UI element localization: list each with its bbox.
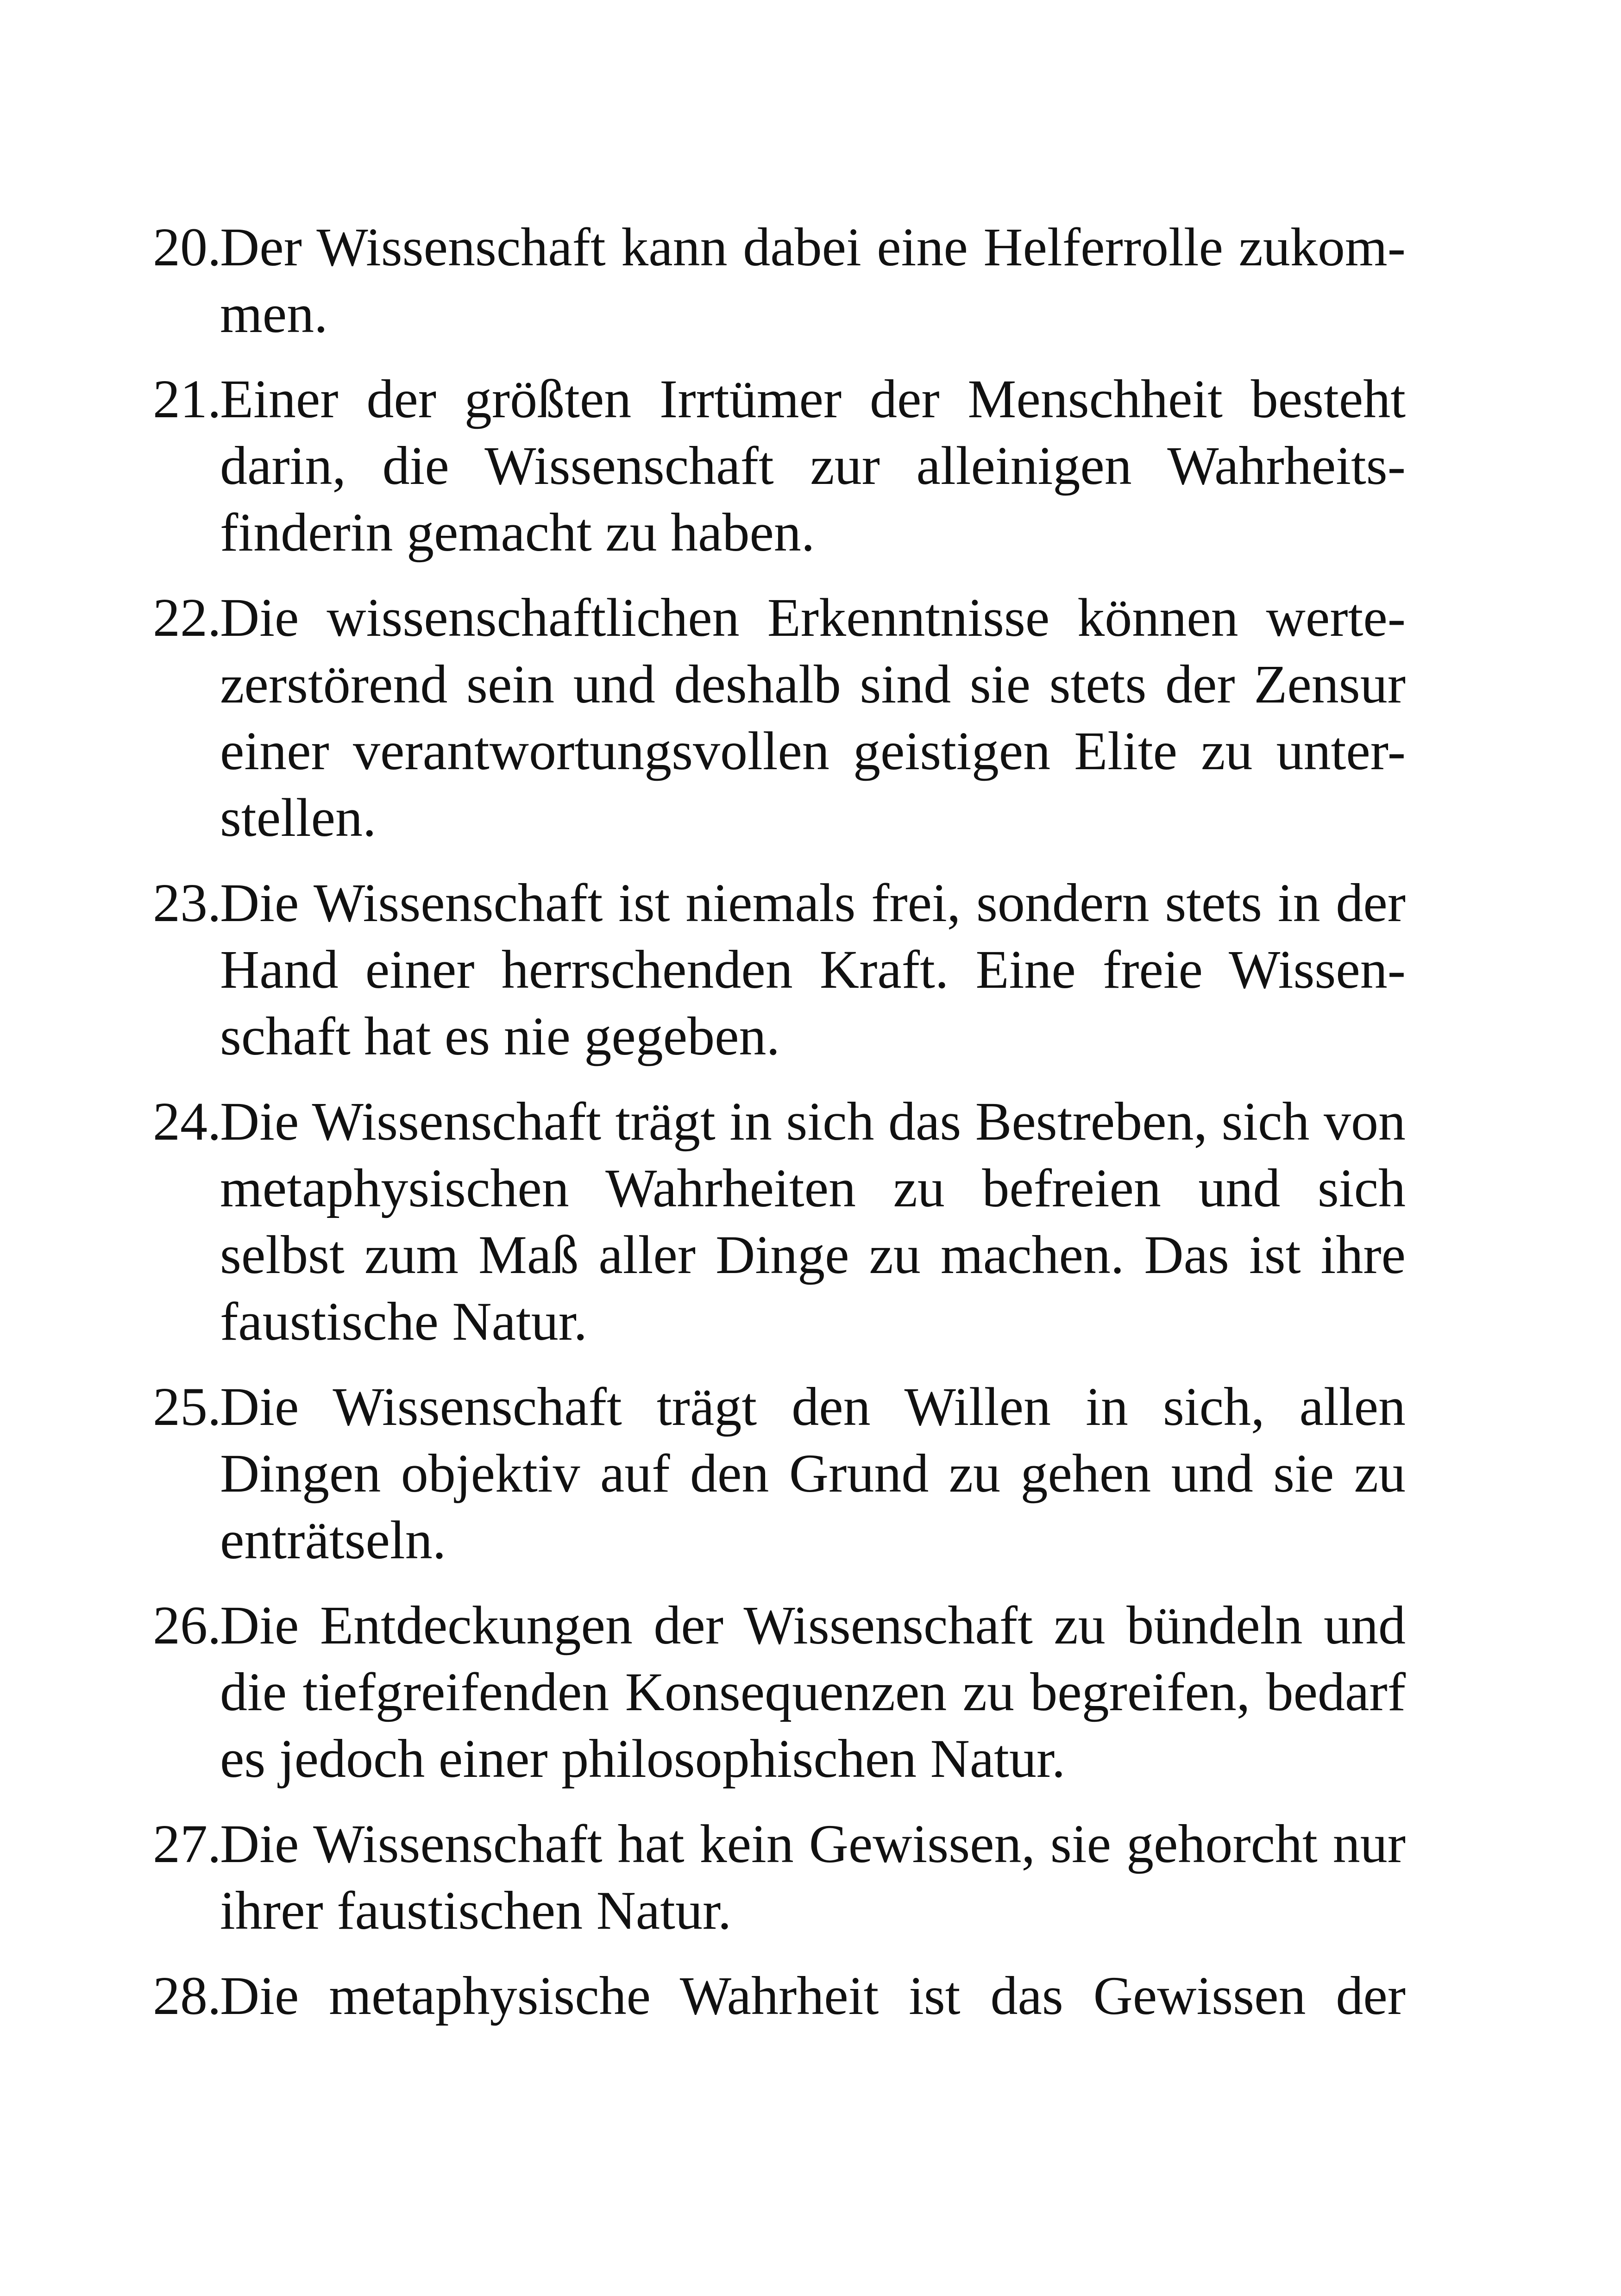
item-number: 26. [153,1595,221,1656]
text-line: finderin gemacht zu haben. [220,502,815,563]
text-line: metaphysischen Wahrheiten zu befreien und sich [220,1158,1406,1218]
item-number: 24. [153,1091,221,1152]
list-item [153,1088,1406,1355]
list-item [153,584,1406,851]
text-line: Der Wissenschaft kann dabei eine Helferrolle zukom- [220,217,1406,277]
text-line: die tiefgreifenden Konsequenzen zu begreifen, bedarf [220,1662,1406,1722]
item-text [220,870,1406,1070]
item-number: 20. [153,217,221,277]
list-item [153,1374,1406,1574]
text-line: enträtseln. [220,1510,446,1570]
item-text [220,366,1406,566]
list-item [153,870,1406,1070]
text-line: Die Wissenschaft ist niemals frei, sondern stets in der [220,872,1406,933]
text-line: Die wissenschaftlichen Erkenntnisse können werte- [220,587,1406,648]
item-text [220,1592,1406,1792]
item-text [220,1963,1406,2029]
text-line: darin, die Wissenschaft zur alleinigen Wahrheits- [220,435,1406,496]
text-line: Die metaphysische Wahrheit ist das Gewissen der [220,1965,1406,2026]
item-number: 23. [153,872,221,933]
text-line: men. [220,283,328,344]
text-line: zerstörend sein und deshalb sind sie stets der Zensur [220,654,1406,715]
item-number: 22. [153,587,221,648]
item-number: 25. [153,1376,221,1437]
text-line: selbst zum Maß aller Dinge zu machen. Das ist ihre [220,1224,1406,1285]
text-line: ihrer faustischen Natur. [220,1880,732,1941]
text-line: stellen. [220,787,377,848]
text-line: Dingen objektiv auf den Grund zu gehen und sie zu [220,1443,1406,1504]
item-text [220,1088,1406,1355]
text-line: Einer der größten Irrtümer der Menschheit besteht [220,369,1406,429]
list-item [153,214,1406,347]
text-line: Die Entdeckungen der Wissenschaft zu bündeln und [220,1595,1406,1656]
item-text [220,1374,1406,1574]
item-text [220,214,1406,347]
item-text [220,1811,1406,1944]
text-line: Hand einer herrschenden Kraft. Eine freie Wissen- [220,939,1406,1000]
numbered-theses-list [153,214,1406,2048]
item-text [220,584,1406,851]
list-item [153,366,1406,566]
text-line: Die Wissenschaft trägt den Willen in sich, allen [220,1376,1406,1437]
list-item [153,1592,1406,1792]
item-number: 21. [153,369,221,429]
text-line: Die Wissenschaft trägt in sich das Bestreben, sich von [220,1091,1406,1152]
item-number: 27. [153,1813,221,1874]
list-item [153,1811,1406,1944]
item-number: 28. [153,1965,221,2026]
text-line: einer verantwortungsvollen geistigen Elite zu unter- [220,721,1406,781]
text-line: schaft hat es nie gegeben. [220,1006,780,1066]
text-line: faustische Natur. [220,1291,587,1352]
text-line: Die Wissenschaft hat kein Gewissen, sie gehorcht nur [220,1813,1406,1874]
text-line: es jedoch einer philosophischen Natur. [220,1728,1066,1789]
list-item [153,1963,1406,2029]
